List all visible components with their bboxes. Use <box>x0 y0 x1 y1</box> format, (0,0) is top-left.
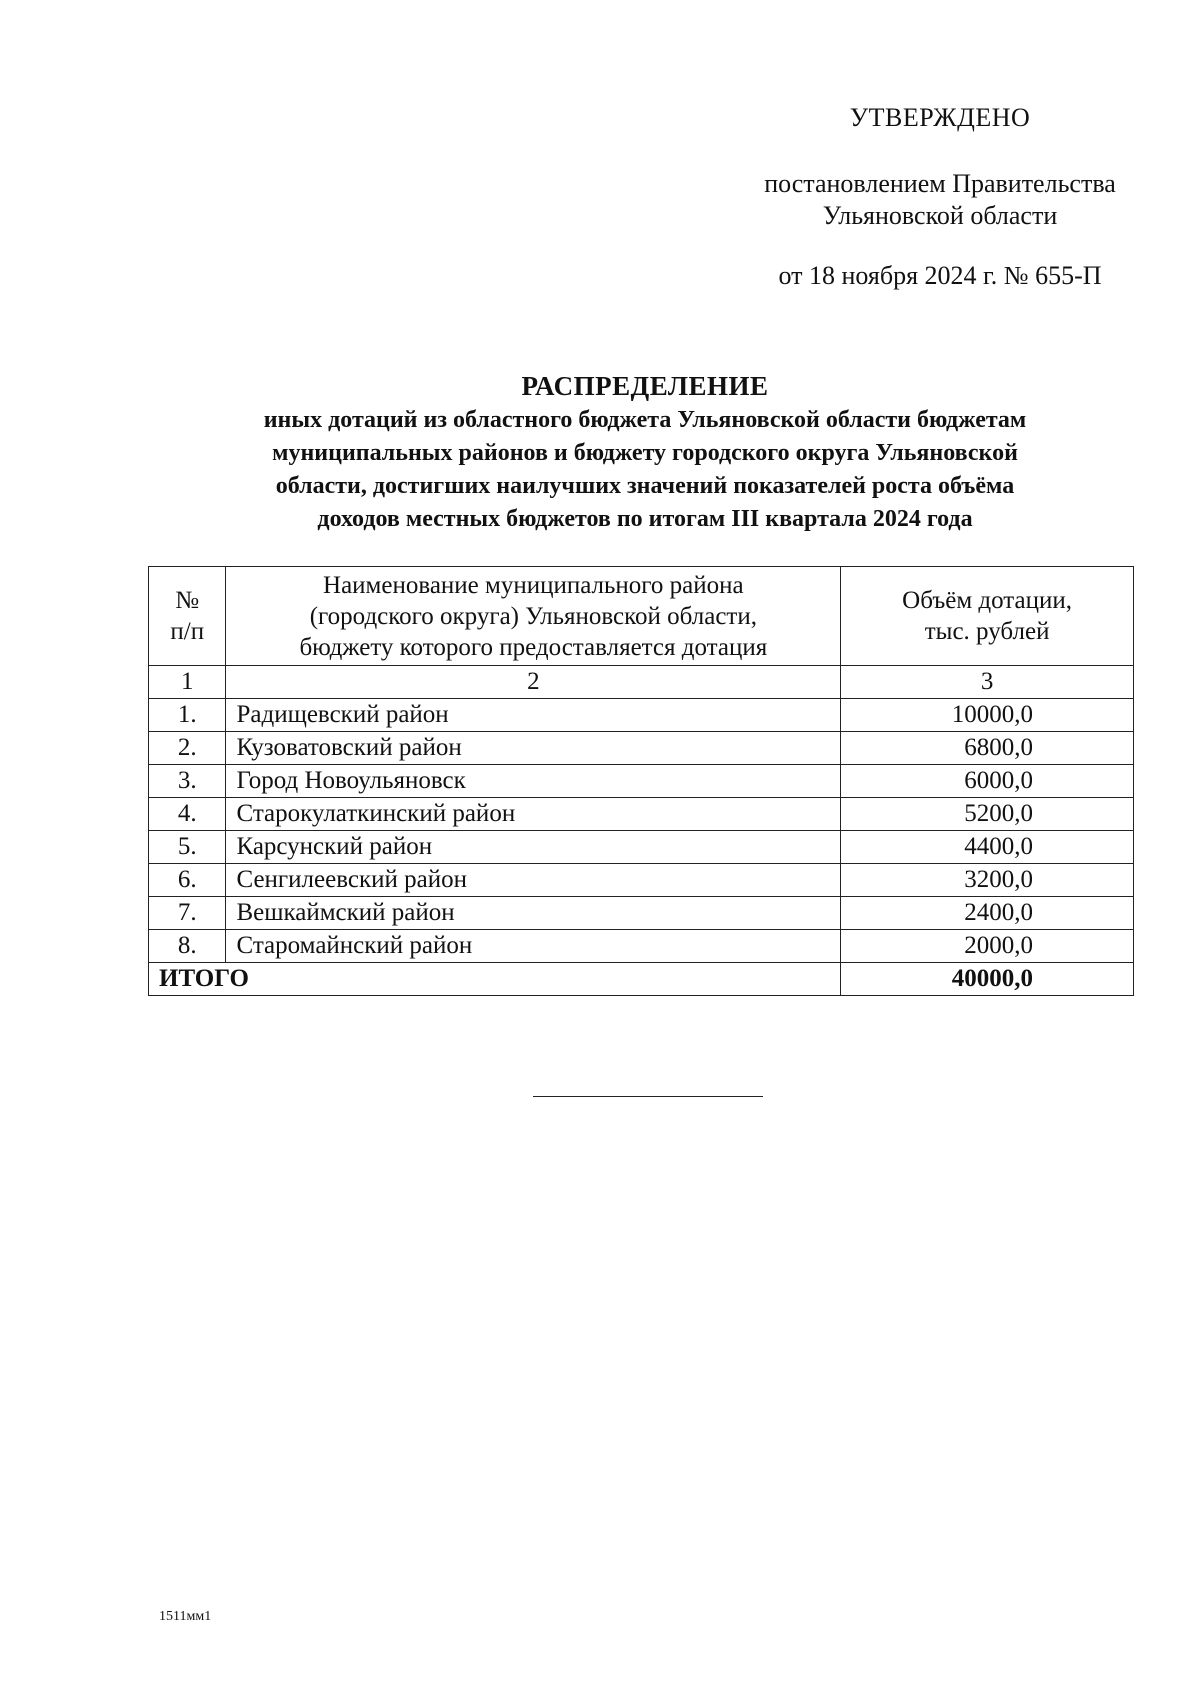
footer-code: 1511мм1 <box>159 1609 212 1624</box>
distribution-table <box>148 566 1134 996</box>
approval-line-1: постановлением Правительства <box>764 169 1116 198</box>
title-line-2: муниципальных районов и бюджету городского округа Ульяновской <box>272 440 1018 466</box>
row-amount: 3200,0 <box>841 864 1134 897</box>
row-name: Карсунский район <box>226 831 841 864</box>
column-number: 1 <box>149 666 226 699</box>
row-amount: 6000,0 <box>841 765 1134 798</box>
column-number-row <box>149 666 1134 699</box>
table-row <box>149 897 1134 930</box>
table-row <box>149 831 1134 864</box>
approval-date-number: от 18 ноября 2024 г. № 655-П <box>778 261 1102 290</box>
row-number: 8. <box>149 930 226 963</box>
table-row <box>149 930 1134 963</box>
total-amount: 40000,0 <box>841 963 1134 996</box>
approval-body <box>720 168 1160 232</box>
row-amount: 4400,0 <box>841 831 1134 864</box>
row-name: Старокулаткинский район <box>226 798 841 831</box>
row-amount: 2400,0 <box>841 897 1134 930</box>
row-amount: 5200,0 <box>841 798 1134 831</box>
row-name: Сенгилеевский район <box>226 864 841 897</box>
row-name: Кузоватовский район <box>226 732 841 765</box>
row-name: Город Новоульяновск <box>226 765 841 798</box>
header-col-amount: Объём дотации, тыс. рублей <box>841 567 1134 666</box>
row-amount: 2000,0 <box>841 930 1134 963</box>
row-name: Вешкаймский район <box>226 897 841 930</box>
total-row <box>149 963 1134 996</box>
approval-line-2: Ульяновской области <box>822 201 1058 230</box>
header-col-name: Наименование муниципального района (городского округа) Ульяновской области, бюджету которого предоставляется дотация <box>226 567 841 666</box>
title-line-3: области, достигших наилучших значений показателей роста объёма <box>275 473 1015 499</box>
document-title <box>150 368 1140 536</box>
table-row <box>149 798 1134 831</box>
row-number: 2. <box>149 732 226 765</box>
table-row <box>149 699 1134 732</box>
approval-block <box>720 102 1160 292</box>
row-number: 7. <box>149 897 226 930</box>
row-name: Радищевский район <box>226 699 841 732</box>
table-row <box>149 732 1134 765</box>
table-row <box>149 864 1134 897</box>
title-line-1: иных дотаций из областного бюджета Ульяновской области бюджетам <box>263 407 1027 433</box>
separator-line <box>533 1096 763 1097</box>
row-name: Старомайнский район <box>226 930 841 963</box>
total-label: ИТОГО <box>149 963 841 996</box>
row-amount: 6800,0 <box>841 732 1134 765</box>
header-col-number: № п/п <box>149 567 226 666</box>
approval-stamp: УТВЕРЖДЕНО <box>849 103 1031 132</box>
table-header-row <box>149 567 1134 666</box>
row-number: 4. <box>149 798 226 831</box>
title-main: РАСПРЕДЕЛЕНИЕ <box>521 371 769 401</box>
column-number: 2 <box>226 666 841 699</box>
row-amount: 10000,0 <box>841 699 1134 732</box>
title-line-4: доходов местных бюджетов по итогам III квартала 2024 года <box>317 506 973 532</box>
row-number: 6. <box>149 864 226 897</box>
row-number: 1. <box>149 699 226 732</box>
table-row <box>149 765 1134 798</box>
row-number: 5. <box>149 831 226 864</box>
row-number: 3. <box>149 765 226 798</box>
column-number: 3 <box>841 666 1134 699</box>
